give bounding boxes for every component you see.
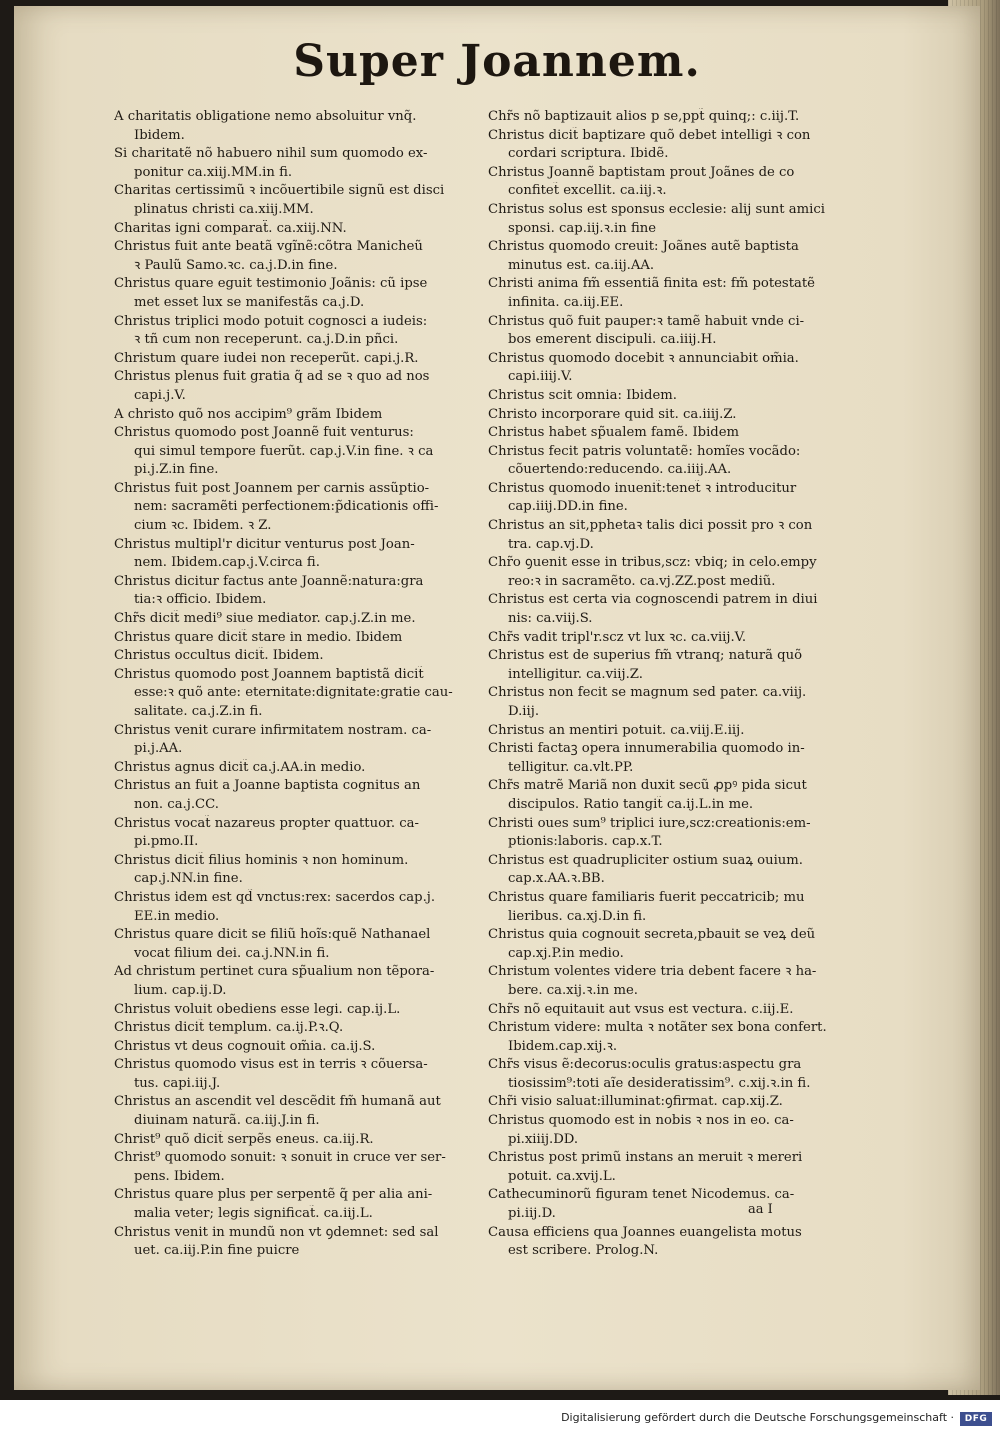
index-entry-line: Chr̃i visio saluat:illuminat:ꝯfirmat. cap.xij.Z. (488, 1094, 783, 1110)
index-entry-line: Christi factaꝫ opera innumerabilia quomodo in- (488, 741, 805, 757)
index-entry-line: cap.xj.P.in medio. (508, 945, 624, 961)
index-entry-line: confitet̃ excellit. ca.iij.ꝛ. (508, 183, 667, 199)
index-entry-line: Christum videre: multa ꝛ notãter sex bona confert. (488, 1020, 827, 1036)
signature-mark: aa I (748, 1202, 773, 1217)
index-entry-line: Christus occultus dicit̃. Ibidem. (114, 648, 324, 664)
index-entry (488, 406, 838, 425)
index-entry-line: salitate. ca.j.Z.in fi. (134, 704, 263, 719)
index-entry-line: qui simul tempore fuerũt. cap.j.V.in fine. ꝛ ca (134, 443, 434, 459)
index-entry (114, 108, 460, 145)
index-entry-line: Christus quare eguit testimonio Joãnis: cũ ipse (114, 276, 428, 292)
index-entry-line: cap.x.AA.ꝛ.BB. (508, 871, 605, 887)
index-entry-line: Ad christum pertinet cura sp̃ualium non tẽpora- (114, 964, 435, 980)
index-entry-line: Christus idem est qd̃ vnctus:rex: sacerdos cap.j. (114, 889, 436, 905)
index-entry (114, 238, 460, 275)
index-entry (114, 573, 460, 610)
index-entry-line: D.iij. (508, 704, 540, 719)
index-entry (488, 1093, 838, 1112)
index-entry (488, 1001, 838, 1020)
index-entry-line: cordari scriptura. Ibidẽ. (508, 146, 669, 162)
index-entry-line: Chr̃o ꝯuenit esse in tribus,scz: vbiq; in celo.empy (488, 555, 817, 571)
index-entry-line: vocat filium dei. ca.j.NN.in fi. (134, 945, 330, 961)
index-entry (488, 1149, 838, 1186)
index-entry (114, 182, 460, 219)
index-entry-line: Ibidem. (134, 127, 185, 143)
index-entry (114, 759, 460, 778)
index-entry-line: non. ca.j.CC. (134, 796, 219, 812)
index-entry-line: tus. capi.iij.J. (134, 1075, 221, 1091)
index-entry-line: Christus plenus fuit gratia q̃ ad se ꝛ quo ad nos (114, 369, 430, 385)
index-entry-line: lium. cap.ij.D. (134, 982, 227, 998)
index-entry-line: Christus venit curare infirmitatem nostram. ca- (114, 722, 432, 738)
index-entry-line: Ibidem.cap.xij.ꝛ. (508, 1038, 618, 1054)
index-entry-line: Christus fuit post Joannem per carnis assũptio- (114, 480, 430, 496)
index-entry (488, 777, 838, 814)
index-entry-line: malia veter; legis significat̃. ca.iij.L. (134, 1206, 373, 1222)
index-entry-line: capi.iiij.V. (508, 369, 573, 385)
index-entry-line: Christus an ascendit vel descẽdit fm̃ humanã aut (114, 1094, 441, 1110)
index-entry (114, 647, 460, 666)
index-entry-line: Christus vt deus cognouit om̃ia. ca.ij.S. (114, 1038, 376, 1054)
index-entry-line: Christus multipl'r dicitur venturus post Joan- (114, 536, 415, 552)
index-entry-line: Christus quomodo post Joannẽ fuit venturus: (114, 425, 414, 441)
index-entry (114, 815, 460, 852)
index-entry-line: Christus dicit̃ filius hominis ꝛ non hominum. (114, 852, 409, 868)
index-entry (488, 889, 838, 926)
index-entry (488, 201, 838, 238)
index-entry (488, 554, 838, 591)
index-entry-line: Christ⁹ quõ dicit̃ serpẽs eneus. ca.iij.R. (114, 1131, 374, 1147)
index-entry-line: EE.in medio. (134, 908, 220, 924)
index-entry-line: minutus est. ca.iij.AA. (508, 257, 655, 273)
index-entry (488, 313, 838, 350)
index-entry (114, 777, 460, 814)
index-entry-line: ponitur ca.xiij.MM.in fi. (134, 164, 293, 180)
index-entry (488, 815, 838, 852)
index-entry-line: Chr̃s matrẽ Mariã non duxit secũ ꝓpꝰ pida sicut (488, 778, 807, 794)
index-entry (488, 1224, 838, 1261)
index-entry-line: nis: ca.viij.S. (508, 611, 593, 627)
index-entry-line: ptionis:laboris. cap.x.T. (508, 834, 663, 850)
index-entry-line: bos emerent discipuli. ca.iiij.H. (508, 332, 717, 348)
index-entry-line: Chr̃s vadit tripl'r.scz vt lux ꝛc. ca.viij.V. (488, 629, 747, 645)
index-entry (114, 145, 460, 182)
index-entry-line: Charitas igni comparaẗ. ca.xiij.NN. (114, 220, 347, 236)
index-entry-line: cap.iiij.DD.in fine. (508, 499, 628, 515)
index-entry (488, 164, 838, 201)
index-entry (488, 480, 838, 517)
index-entry-line: Christus dicitur factus ante Joannẽ:natura:gra (114, 573, 424, 589)
index-entry-line: Cathecuminorũ figuram tenet Nicodemus. ca- (488, 1187, 795, 1203)
index-entry (488, 1112, 838, 1149)
index-entry-line: A charitatis obligatione nemo absoluitur vnq̃. (114, 109, 417, 124)
index-entry (114, 1131, 460, 1150)
dfg-logo: DFG (960, 1412, 992, 1426)
index-entry-line: Chr̃s nõ baptizauit alios p se,ppt̃ quinq;: c.iij.T. (488, 109, 800, 124)
index-entry (488, 722, 838, 741)
index-column-left (114, 108, 460, 1261)
index-entry-line: Christus est certa via cognoscendi patrem in diui (488, 592, 818, 608)
index-entry-line: pi.iij.D. (508, 1206, 556, 1222)
index-entry-line: Christus voluit obediens esse legi. cap.ij.L. (114, 1001, 401, 1017)
index-entry-line: Christus dicit̃ baptizare quõ debet intelligi ꝛ con (488, 127, 811, 143)
index-entry-line: Christus quomodo visus est in terris ꝛ cõuersa- (114, 1057, 428, 1073)
index-entry-line: Causa efficiens qua Joannes euangelista motus (488, 1224, 802, 1240)
index-entry-line: lieribus. ca.xj.D.in fi. (508, 908, 647, 924)
index-entry-line: Christus venit in mundũ non vt ꝯdemnet: sed sal (114, 1224, 439, 1240)
index-entry-line: pi.pmo.II. (134, 834, 199, 850)
index-entry-line: Christus quomodo est in nobis ꝛ nos in eo. ca- (488, 1113, 794, 1129)
index-entry (114, 275, 460, 312)
index-entry-line: A christo quõ nos accipim⁹ grãm Ibidem (114, 406, 383, 422)
index-entry-line: cap.j.NN.in fine. (134, 871, 243, 887)
index-entry-line: Christus solus est sponsus ecclesie: alij sunt amici (488, 201, 825, 217)
book-page (14, 6, 980, 1390)
index-entry-line: Christo incorporare quid sit. ca.iiij.Z. (488, 406, 737, 422)
index-entry-line: Christus est de superius fm̃ vtranq; naturã quõ (488, 648, 803, 664)
index-entry-line: Christus vocat̃ nazareus propter quattuor. ca- (114, 815, 419, 831)
index-entry-line: Christus an mentiri potuit. ca.viij.E.iij. (488, 722, 745, 738)
index-entry (488, 387, 838, 406)
index-entry-line: Christi anima fm̃ essentiã finita est: fm̃ potestatẽ (488, 276, 815, 292)
index-entry (488, 1056, 838, 1093)
index-entry-line: tia:ꝛ officio. Ibidem. (134, 592, 267, 608)
index-entry (488, 740, 838, 777)
index-entry-line: uet. ca.iij.P.in fine puicre (134, 1243, 300, 1259)
index-entry-line: Christus quomodo creuit: Joãnes autẽ baptista (488, 239, 799, 255)
index-entry-line: diuinam naturã. ca.iij.J.in fi. (134, 1113, 320, 1129)
index-entry-line: Christus quare plus per serpentẽ q̃ per alia ani- (114, 1187, 433, 1203)
index-entry (488, 963, 838, 1000)
index-entry-line: Chr̃s visus ẽ:decorus:oculis gratus:aspectu gra (488, 1057, 802, 1073)
index-entry (488, 647, 838, 684)
index-entry-line: intelligitur. ca.viij.Z. (508, 666, 643, 682)
index-entry (488, 443, 838, 480)
index-entry (114, 1186, 460, 1223)
index-entry-line: capi.j.V. (134, 387, 186, 403)
index-entry-line: Christum volentes videre tria debent facere ꝛ ha- (488, 964, 817, 980)
index-entry-line: Christus non fecit se magnum sed pater. ca.viij. (488, 685, 807, 701)
index-entry-line: reo:ꝛ in sacramẽto. ca.vj.ZZ.post mediũ. (508, 573, 776, 589)
index-entry (488, 1019, 838, 1056)
index-entry-line: pi.j.Z.in fine. (134, 462, 219, 478)
index-entry-line: cium ꝛc. Ibidem. ꝛ Z. (134, 518, 272, 534)
index-entry-line: potuit. ca.xvij.L. (508, 1168, 616, 1184)
index-entry (488, 684, 838, 721)
index-entry-line: est scribere. Prolog.N. (508, 1243, 659, 1259)
index-entry-line: Chr̃s dicit̃ medi⁹ siue mediator. cap.j.Z.in me. (114, 611, 416, 627)
index-entry (114, 926, 460, 963)
index-entry-line: Christus triplici modo potuit cognosci a iudeis: (114, 313, 428, 329)
index-entry-line: met esset lux se manifestãs ca.j.D. (134, 294, 365, 310)
index-entry-line: pi.j.AA. (134, 741, 183, 757)
index-entry-line: Christus quia cognouit secreta,pbauit se veꝝ deũ (488, 927, 816, 943)
running-title: Super Joannem. (293, 36, 701, 87)
index-entry (114, 368, 460, 405)
index-entry-line: Christus quomodo inuenit̃:tenet̃ ꝛ introducitur (488, 480, 797, 496)
index-entry-line: Charitas certissimũ ꝛ incõuertibile signũ est disci (114, 183, 445, 199)
index-entry-line: Christus post primũ instans an meruit ꝛ mereri (488, 1150, 803, 1166)
index-entry-line: ꝛ tñ cum non receperunt. ca.j.D.in pñci. (134, 332, 399, 348)
index-entry-line: Christus agnus dicit̃ ca.j.AA.in medio. (114, 759, 366, 775)
index-entry-line: Christus quare familiaris fuerit peccatricib; mu (488, 889, 805, 905)
index-entry (114, 889, 460, 926)
index-entry (114, 666, 460, 722)
index-entry (114, 1056, 460, 1093)
index-entry-line: Christus quare dicit se filiũ hoĩs:quẽ Nathanael (114, 927, 431, 943)
index-entry (114, 722, 460, 759)
index-entry-line: Christus quomodo post Joannem baptistã dicit̃ (114, 666, 424, 682)
index-entry (114, 350, 460, 369)
index-entry-line: Christus an fuit a Joanne baptista cognitus an (114, 778, 421, 794)
index-entry-line: plinatus christi ca.xiij.MM. (134, 201, 314, 217)
index-entry (114, 313, 460, 350)
index-entry-line: ꝛ Paulũ Samo.ꝛc. ca.j.D.in fine. (134, 257, 338, 273)
index-entry (488, 591, 838, 628)
funding-credit: Digitalisierung gefördert durch die Deutsche Forschungsgemeinschaft · (561, 1411, 954, 1424)
index-entry-line: nem: sacramẽti perfectionem:p̃dicationis offi- (134, 499, 439, 515)
index-entry-line: telligitur. ca.vlt.PP. (508, 759, 634, 775)
index-entry (114, 480, 460, 536)
index-entry-line: sponsi. cap.iij.ꝛ.in fine (508, 220, 657, 236)
index-entry-line: Christus est quadrupliciter ostium suaꝝ ouium. (488, 852, 803, 868)
index-column-right (488, 108, 838, 1261)
index-entry-line: tra. cap.vj.D. (508, 536, 594, 552)
index-entry-line: bere. ca.xij.ꝛ.in me. (508, 982, 638, 998)
index-entry-line: Christum quare iudei non receperũt. capi.j.R. (114, 350, 419, 366)
index-entry (488, 852, 838, 889)
index-entry (114, 536, 460, 573)
index-entry-line: Si charitatẽ nõ habuero nihil sum quomodo ex- (114, 146, 428, 162)
index-entry-line: Christus Joannẽ baptistam prout Joãnes de co (488, 164, 795, 180)
index-entry-line: tiosissim⁹:toti aĩe desideratissim⁹. c.xij.ꝛ.in fi. (508, 1075, 811, 1091)
index-entry (114, 220, 460, 239)
index-entry-line: infinita. ca.iij.EE. (508, 294, 624, 310)
index-entry (114, 963, 460, 1000)
index-entry (488, 350, 838, 387)
index-entry (488, 629, 838, 648)
index-entry-line: Christi oues sum⁹ triplici iure,scz:creationis:em- (488, 815, 811, 831)
index-entry-line: pi.xiiij.DD. (508, 1131, 579, 1147)
index-entry-line: Christus quõ fuit pauper:ꝛ tamẽ habuit vnde ci- (488, 313, 805, 329)
index-entry (114, 610, 460, 629)
index-entry (488, 424, 838, 443)
index-entry (488, 127, 838, 164)
index-entry (114, 1149, 460, 1186)
index-entry-line: discipulos. Ratio tangit̃ ca.ij.L.in me. (508, 796, 754, 812)
index-entry (114, 1019, 460, 1038)
index-entry-line: Christus quomodo docebit ꝛ annunciabit om̃ia. (488, 350, 799, 366)
index-entry-line: Christus fecit patris voluntatẽ: homĩes vocãdo: (488, 443, 801, 459)
index-entry-line: Chr̃s nõ equitauit aut vsus est vectura. c.iij.E. (488, 1001, 794, 1017)
index-entry-line: Christus dicit̃ templum. ca.ij.P.ꝛ.Q. (114, 1020, 344, 1036)
index-entry-line: Christ⁹ quomodo sonuit: ꝛ sonuit in cruce ver ser- (114, 1150, 446, 1166)
index-entry (114, 1224, 460, 1261)
index-entry (114, 406, 460, 425)
index-entry-line: Christus fuit ante beatã vgĩnẽ:cõtra Manicheũ (114, 239, 423, 255)
index-entry (114, 424, 460, 480)
index-entry-line: cõuertendo:reducendo. ca.iiij.AA. (508, 462, 732, 478)
index-entry-line: esse:ꝛ quõ ante: eternitate:dignitate:gratie cau- (134, 685, 453, 701)
index-entry (488, 517, 838, 554)
index-entry-line: nem. Ibidem.cap.j.V.circa fi. (134, 555, 320, 571)
index-entry (488, 1186, 838, 1223)
index-entry (488, 108, 838, 127)
index-entry (114, 1093, 460, 1130)
index-entry (488, 275, 838, 312)
index-entry (114, 1001, 460, 1020)
index-entry-line: pens. Ibidem. (134, 1168, 225, 1184)
index-entry-line: Christus scit omnia: Ibidem. (488, 387, 677, 403)
index-entry (488, 238, 838, 275)
index-entry-line: Christus habet sp̃ualem famẽ. Ibidem (488, 425, 740, 441)
index-entry (488, 926, 838, 963)
index-entry (114, 1038, 460, 1057)
index-entry (114, 852, 460, 889)
index-entry-line: Christus an sit,pphetaꝛ talis dici possit pro ꝛ con (488, 518, 813, 534)
index-entry (114, 629, 460, 648)
index-entry-line: Christus quare dicit̃ stare in medio. Ibidem (114, 629, 403, 645)
